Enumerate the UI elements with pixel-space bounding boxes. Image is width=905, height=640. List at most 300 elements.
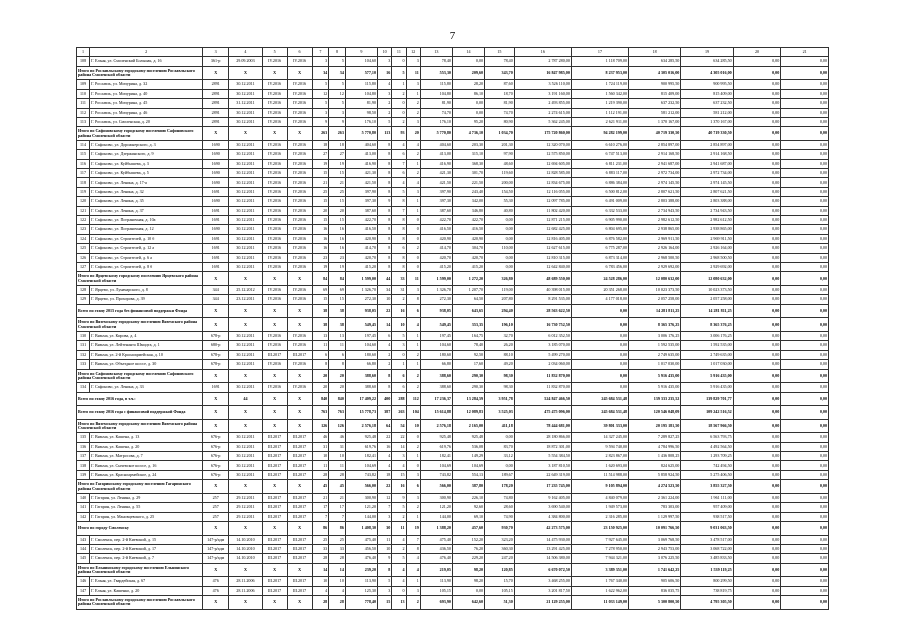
value-cell: 457,60 [452, 522, 484, 536]
row-number-cell: 144 [77, 544, 90, 553]
value-cell: 742 494,50 [681, 461, 733, 470]
value-cell: 925,48 [452, 433, 484, 442]
value-cell: 4 [329, 586, 346, 595]
value-cell: 0,00 [781, 392, 829, 406]
value-cell: 6 905 990,00 [571, 216, 628, 225]
value-cell: 48,60 [485, 159, 515, 168]
column-number-cell: 7 [312, 48, 329, 57]
subtotal-row [77, 563, 829, 577]
table-row [77, 442, 829, 451]
value-cell: X [203, 127, 229, 141]
column-number-cell: 12 [406, 48, 420, 57]
value-cell: 2 057 258,00 [629, 295, 681, 304]
value-cell: 566,00 [420, 480, 452, 494]
value-cell: III.2017 [262, 442, 287, 451]
value-cell: 619,76 [420, 442, 452, 451]
value-cell: 16 [392, 304, 406, 318]
value-cell: X [229, 318, 262, 332]
value-cell: III.2017 [287, 470, 312, 479]
value-cell: 4 [392, 461, 406, 470]
value-cell: 31 [392, 285, 406, 294]
value-cell: 9 105 894,00 [571, 480, 628, 494]
value-cell: 22 [378, 480, 392, 494]
value-cell: 300,90 [345, 493, 377, 502]
value-cell: 8 [392, 225, 406, 234]
value-cell: 7 [329, 512, 346, 521]
value-cell: 422,70 [420, 216, 452, 225]
address-cell: Г. Ельня, ул. Смоленский Большак, д. 16 [90, 57, 203, 66]
value-cell: IV.2016 [262, 140, 287, 149]
value-cell: 0,00 [733, 253, 781, 262]
address-cell: Г. Рославль, ул. Смоленская, д. 20 [90, 117, 203, 126]
value-cell: IV.2016 [287, 225, 312, 234]
table-row [77, 169, 829, 178]
value-cell: 6 873 314,00 [571, 253, 628, 262]
value-cell: 0,00 [781, 272, 829, 286]
table-row [77, 263, 829, 272]
value-cell: 221,50 [452, 178, 484, 187]
value-cell: 2 941 687,00 [681, 159, 733, 168]
value-cell: 18 [312, 140, 329, 149]
value-cell: 0,00 [733, 535, 781, 544]
value-cell: IV.2016 [287, 295, 312, 304]
address-cell: Г. Сафоново, ул. Ленина, д. 17-а [90, 178, 203, 187]
value-cell: 0,00 [781, 535, 829, 544]
value-cell: 9 031 063,50 [681, 522, 733, 536]
value-cell: 1 118 709,00 [571, 57, 628, 66]
table-row [77, 350, 829, 359]
value-cell: 421,50 [345, 178, 377, 187]
value-cell: 2 [392, 512, 406, 521]
value-cell: IV.2016 [262, 169, 287, 178]
value-cell: 678-р [203, 331, 229, 340]
value-cell: 2 [378, 108, 392, 117]
value-cell: III.2017 [262, 512, 287, 521]
value-cell: 6 563 793,75 [681, 433, 733, 442]
subtotal-row [77, 66, 829, 80]
value-cell: 1691 [203, 206, 229, 215]
value-cell: 113 [378, 127, 392, 141]
value-cell: IV.2016 [287, 187, 312, 196]
column-number-cell: 9 [345, 48, 377, 57]
value-cell: 1 [406, 452, 420, 461]
value-cell: 836 035,75 [629, 586, 681, 595]
value-cell: 2 926 164,00 [629, 244, 681, 253]
value-cell: III.2017 [262, 577, 287, 586]
value-cell: 14.10.2010 [229, 554, 262, 563]
value-cell: 0,00 [733, 563, 781, 577]
value-cell: 31 [312, 442, 329, 451]
value-cell: 14 281 811,25 [629, 304, 681, 318]
table-row [77, 503, 829, 512]
value-cell: 0,00 [781, 216, 829, 225]
value-cell: 18 567 966,50 [681, 419, 733, 433]
value-cell: 27 [312, 150, 329, 159]
address-cell: Г. Сафоново, ул. Пограничная, д. 12 [90, 225, 203, 234]
value-cell: 0,00 [781, 331, 829, 340]
value-cell: 2 749 635,00 [629, 350, 681, 359]
value-cell: 30 [378, 522, 392, 536]
value-cell: 28,60 [485, 503, 515, 512]
value-cell: 5 [392, 554, 406, 563]
value-cell: 45 [329, 480, 346, 494]
value-cell: 30.12.2011 [229, 159, 262, 168]
value-cell: 0,00 [571, 360, 628, 369]
value-cell: 2 943 753,00 [629, 544, 681, 553]
value-cell: 16 [312, 244, 329, 253]
value-cell: 139 333 235,52 [629, 392, 681, 406]
value-cell: 18 872 301,00 [514, 442, 571, 451]
value-cell: IV.2016 [262, 244, 287, 253]
subtotal-row [77, 272, 829, 286]
address-cell: Г. Вязьма, ул. 2-й Красноармейская, д. 10 [90, 350, 203, 359]
address-cell: Г. Рославль, ул. Мичурина, д. 40 [90, 89, 203, 98]
value-cell: 0,00 [733, 554, 781, 563]
value-cell: 8 [406, 544, 420, 553]
value-cell: 4 [392, 178, 406, 187]
value-cell: X [229, 304, 262, 318]
value-cell: X [203, 66, 229, 80]
value-cell: 475,40 [420, 535, 452, 544]
value-cell: 24 528 286,00 [571, 272, 628, 286]
value-cell: IV.2016 [287, 108, 312, 117]
value-cell: 14 [392, 442, 406, 451]
address-cell: Г. Рославль, ул. Мичурина, д. 45 [90, 99, 203, 108]
value-cell: III.2017 [262, 554, 287, 563]
value-cell: 180,60 [420, 350, 452, 359]
value-cell: 2 [406, 150, 420, 159]
value-cell: 16 [312, 234, 329, 243]
page-number: 7 [449, 30, 456, 42]
row-number-cell: 130 [77, 331, 90, 340]
value-cell: 1 724 119,00 [571, 80, 628, 89]
value-cell: 0,00 [781, 169, 829, 178]
value-cell: 0,00 [733, 433, 781, 442]
value-cell: IV.2016 [287, 253, 312, 262]
value-cell: 344 [203, 285, 229, 294]
value-cell: 17 409,22 [345, 392, 377, 406]
value-cell: X [203, 522, 229, 536]
value-cell: 2 361 224,00 [629, 493, 681, 502]
value-cell: 263 [312, 127, 329, 141]
value-cell: IV.2016 [287, 89, 312, 98]
value-cell: 226,10 [452, 493, 484, 502]
value-cell: III.2017 [287, 586, 312, 595]
row-number-cell: 108 [77, 57, 90, 66]
value-cell: 0,00 [781, 512, 829, 521]
value-cell: 0,00 [781, 117, 829, 126]
table-row [77, 108, 829, 117]
value-cell: 13 [329, 331, 346, 340]
column-number-cell: 3 [203, 48, 229, 57]
value-cell: 10 [312, 577, 329, 586]
value-cell: 12 871 215,00 [514, 216, 571, 225]
address-cell: Г. Вязьма, ул. Объездное шоссе, д. 30 [90, 360, 203, 369]
value-cell: 34 [312, 66, 329, 80]
value-cell: 42 273 575,00 [514, 522, 571, 536]
value-cell: 0,00 [733, 383, 781, 392]
value-cell: 1 622 962,00 [571, 586, 628, 595]
value-cell: 8 [392, 197, 406, 206]
value-cell: 30.12.2011 [229, 341, 262, 350]
value-cell: 22 649 319,00 [514, 470, 571, 479]
value-cell: 175 720 860,00 [514, 127, 571, 141]
table-row [77, 554, 829, 563]
row-number-cell: 133 [77, 360, 90, 369]
value-cell: 69 [329, 285, 346, 294]
value-cell: 0,00 [733, 341, 781, 350]
value-cell: 2 [392, 117, 406, 126]
value-cell: 20 351 268,00 [571, 285, 628, 294]
value-cell: IV.2016 [287, 117, 312, 126]
value-cell: 11 [406, 272, 420, 286]
value-cell: 2 787 280,00 [514, 57, 571, 66]
value-cell: 6 670 072,50 [514, 563, 571, 577]
value-cell: 361-р [203, 57, 229, 66]
value-cell: 5 300 800,50 [629, 596, 681, 610]
value-cell: 4 [406, 178, 420, 187]
value-cell: 0,00 [733, 272, 781, 286]
value-cell: 30.12.2011 [229, 244, 262, 253]
value-cell: 4 [392, 577, 406, 586]
value-cell: 0,00 [781, 57, 829, 66]
value-cell: 1 [406, 360, 420, 369]
value-cell: III.2017 [287, 350, 312, 359]
value-cell: 33 [312, 544, 329, 553]
table-row [77, 197, 829, 206]
value-cell: 0,00 [733, 360, 781, 369]
value-cell: 2891 [203, 80, 229, 89]
value-cell: 0,00 [781, 318, 829, 332]
value-cell: 456,50 [345, 544, 377, 553]
value-cell: 7 [406, 535, 420, 544]
value-cell: 30.12.2011 [229, 140, 262, 149]
value-cell: 0 [406, 234, 420, 243]
value-cell: IV.2016 [287, 80, 312, 89]
value-cell: IV.2016 [287, 169, 312, 178]
value-cell: 0,00 [733, 197, 781, 206]
value-cell: 0,00 [781, 150, 829, 159]
value-cell: 420,90 [420, 234, 452, 243]
value-cell: 1691 [203, 234, 229, 243]
value-cell: 38 [312, 304, 329, 318]
table-row [77, 341, 829, 350]
value-cell: 120,85 [485, 563, 515, 577]
value-cell: 0 [392, 99, 406, 108]
value-cell: 5 [329, 80, 346, 89]
value-cell: 476 [203, 586, 229, 595]
value-cell: 31 [329, 442, 346, 451]
value-cell: 22 [378, 433, 392, 442]
table-row [77, 57, 829, 66]
value-cell: 900 995,50 [681, 80, 733, 89]
value-cell: 229,20 [452, 554, 484, 563]
table-row [77, 253, 829, 262]
value-cell: 29.12.2011 [229, 503, 262, 512]
value-cell: 0,00 [733, 263, 781, 272]
value-cell: 0,00 [781, 433, 829, 442]
value-cell: 840 [312, 392, 329, 406]
value-cell: 676-р [203, 452, 229, 461]
value-cell: 3 [378, 512, 392, 521]
value-cell: 0,00 [733, 596, 781, 610]
value-cell: 0,00 [452, 108, 484, 117]
value-cell: 12 089,83 [452, 406, 484, 420]
value-cell: 2 [406, 369, 420, 383]
value-cell: 209,60 [452, 66, 484, 80]
value-cell: 8 [392, 234, 406, 243]
value-cell: 11 [329, 341, 346, 350]
value-cell: 0 [406, 225, 420, 234]
value-cell: 476,40 [345, 554, 377, 563]
value-cell: 28 [312, 470, 329, 479]
value-cell: 182,41 [420, 452, 452, 461]
value-cell: 763 [329, 406, 346, 420]
value-cell: 78,40 [452, 341, 484, 350]
value-cell: IV.2016 [287, 341, 312, 350]
value-cell: 48 689 550,00 [514, 272, 571, 286]
value-cell: 404,60 [345, 140, 377, 149]
value-cell: 1 [392, 360, 406, 369]
value-cell: 346,80 [452, 206, 484, 215]
value-cell: III.2017 [287, 461, 312, 470]
value-cell: 11 [312, 341, 329, 350]
subtotal-row [77, 127, 829, 141]
value-cell: 0,00 [781, 554, 829, 563]
value-cell: 5 858 924,50 [629, 470, 681, 479]
value-cell: 7 944 321,00 [571, 554, 628, 563]
value-cell: X [287, 419, 312, 433]
value-cell: 413,00 [345, 150, 377, 159]
value-cell: 2 316 285,00 [571, 512, 628, 521]
table-row [77, 187, 829, 196]
value-cell: 2 914 168,50 [629, 150, 681, 159]
value-cell: 144,00 [420, 512, 452, 521]
value-cell: 23 [329, 253, 346, 262]
value-cell: 0,00 [733, 206, 781, 215]
value-cell: 0,00 [781, 577, 829, 586]
value-cell: 6 883 117,00 [571, 169, 628, 178]
value-cell: 0,00 [571, 331, 628, 340]
value-cell: 245 684 531,48 [571, 392, 628, 406]
value-cell: 219,05 [420, 563, 452, 577]
value-cell: 104,69 [345, 461, 377, 470]
value-cell: 0,00 [781, 187, 829, 196]
value-cell: 28 180 866,00 [514, 433, 571, 442]
value-cell: 2 749 635,00 [681, 350, 733, 359]
value-cell: 30.12.2011 [229, 350, 262, 359]
value-cell: 121,20 [345, 503, 377, 512]
value-cell: 0,00 [781, 586, 829, 595]
value-cell: 422,70 [452, 216, 484, 225]
value-cell: IV.2016 [287, 140, 312, 149]
row-number-cell: 145 [77, 554, 90, 563]
row-number-cell: 132 [77, 350, 90, 359]
value-cell: 104,60 [345, 341, 377, 350]
value-cell: 3 [392, 452, 406, 461]
value-cell: 0,00 [781, 66, 829, 80]
housing-register-table [76, 47, 829, 610]
value-cell: 925,48 [420, 433, 452, 442]
row-number-cell: 147 [77, 586, 90, 595]
value-cell: IV.2016 [262, 216, 287, 225]
value-cell: 3 006 176,25 [629, 331, 681, 340]
subtotal-row [77, 369, 829, 383]
value-cell: 64,50 [452, 295, 484, 304]
value-cell: 4 177 018,00 [571, 295, 628, 304]
value-cell: 2 968 500,50 [681, 253, 733, 262]
value-cell: 0,00 [733, 493, 781, 502]
value-cell: 0,00 [781, 140, 829, 149]
value-cell: 0,00 [485, 433, 515, 442]
value-cell: 6 [392, 383, 406, 392]
value-cell: 176,10 [420, 117, 452, 126]
value-cell: 2 974 145,50 [681, 178, 733, 187]
row-number-cell: 114 [77, 140, 90, 149]
value-cell: 416,90 [345, 159, 377, 168]
value-cell: 368,30 [452, 159, 484, 168]
value-cell: 78 444 681,00 [514, 419, 571, 433]
value-cell: X [229, 66, 262, 80]
value-cell: X [203, 563, 229, 577]
value-cell: 0,00 [781, 470, 829, 479]
value-cell: 0,00 [781, 406, 829, 420]
value-cell: 0 [392, 350, 406, 359]
value-cell: 257 [203, 512, 229, 521]
table-row [77, 80, 829, 89]
value-cell: 5 [392, 503, 406, 512]
value-cell: 98,20 [452, 563, 484, 577]
value-cell: IV.2016 [262, 234, 287, 243]
column-number-cell: 14 [452, 48, 484, 57]
value-cell: IV.2016 [287, 159, 312, 168]
address-cell: Г. Сафоново, ул. Строителей, д. 8 б [90, 263, 203, 272]
value-cell: 1 560 342,00 [571, 89, 628, 98]
value-cell: 15 [329, 216, 346, 225]
value-cell: X [203, 392, 229, 406]
value-cell: 12 627 615,00 [514, 244, 571, 253]
value-cell: 0,00 [781, 503, 829, 512]
value-cell: 421,30 [420, 169, 452, 178]
value-cell: 86 [329, 522, 346, 536]
value-cell: 33 [329, 544, 346, 553]
value-cell: 12 642 840,00 [514, 263, 571, 272]
value-cell: 9 594 740,00 [571, 442, 628, 451]
value-cell: 245 684 531,48 [571, 406, 628, 420]
value-cell: 475 475 096,00 [514, 406, 571, 420]
address-cell: Г. Вязьма, ул. Матросова, д. 7 [90, 452, 203, 461]
value-cell: 54 [392, 419, 406, 433]
value-cell: 1 [406, 577, 420, 586]
value-cell: 0 [392, 108, 406, 117]
value-cell: 201,30 [485, 140, 515, 149]
value-cell: 2 969 911,50 [681, 234, 733, 243]
column-number-cell: 16 [514, 48, 571, 57]
value-cell: 0,00 [571, 383, 628, 392]
value-cell: 8 [312, 360, 329, 369]
value-cell: IV.2016 [262, 187, 287, 196]
value-cell: 3 191 160,00 [514, 89, 571, 98]
value-cell: 1 017 030,00 [681, 360, 733, 369]
value-cell: 4 492 564,50 [681, 442, 733, 451]
value-cell: 10 023 373,50 [681, 285, 733, 294]
value-cell: 14 [329, 563, 346, 577]
value-cell: 2 165,00 [452, 419, 484, 433]
value-cell: 2 576,18 [420, 419, 452, 433]
subtotal-row [77, 480, 829, 494]
value-cell: 1 408,30 [345, 522, 377, 536]
value-cell: 0,00 [571, 341, 628, 350]
